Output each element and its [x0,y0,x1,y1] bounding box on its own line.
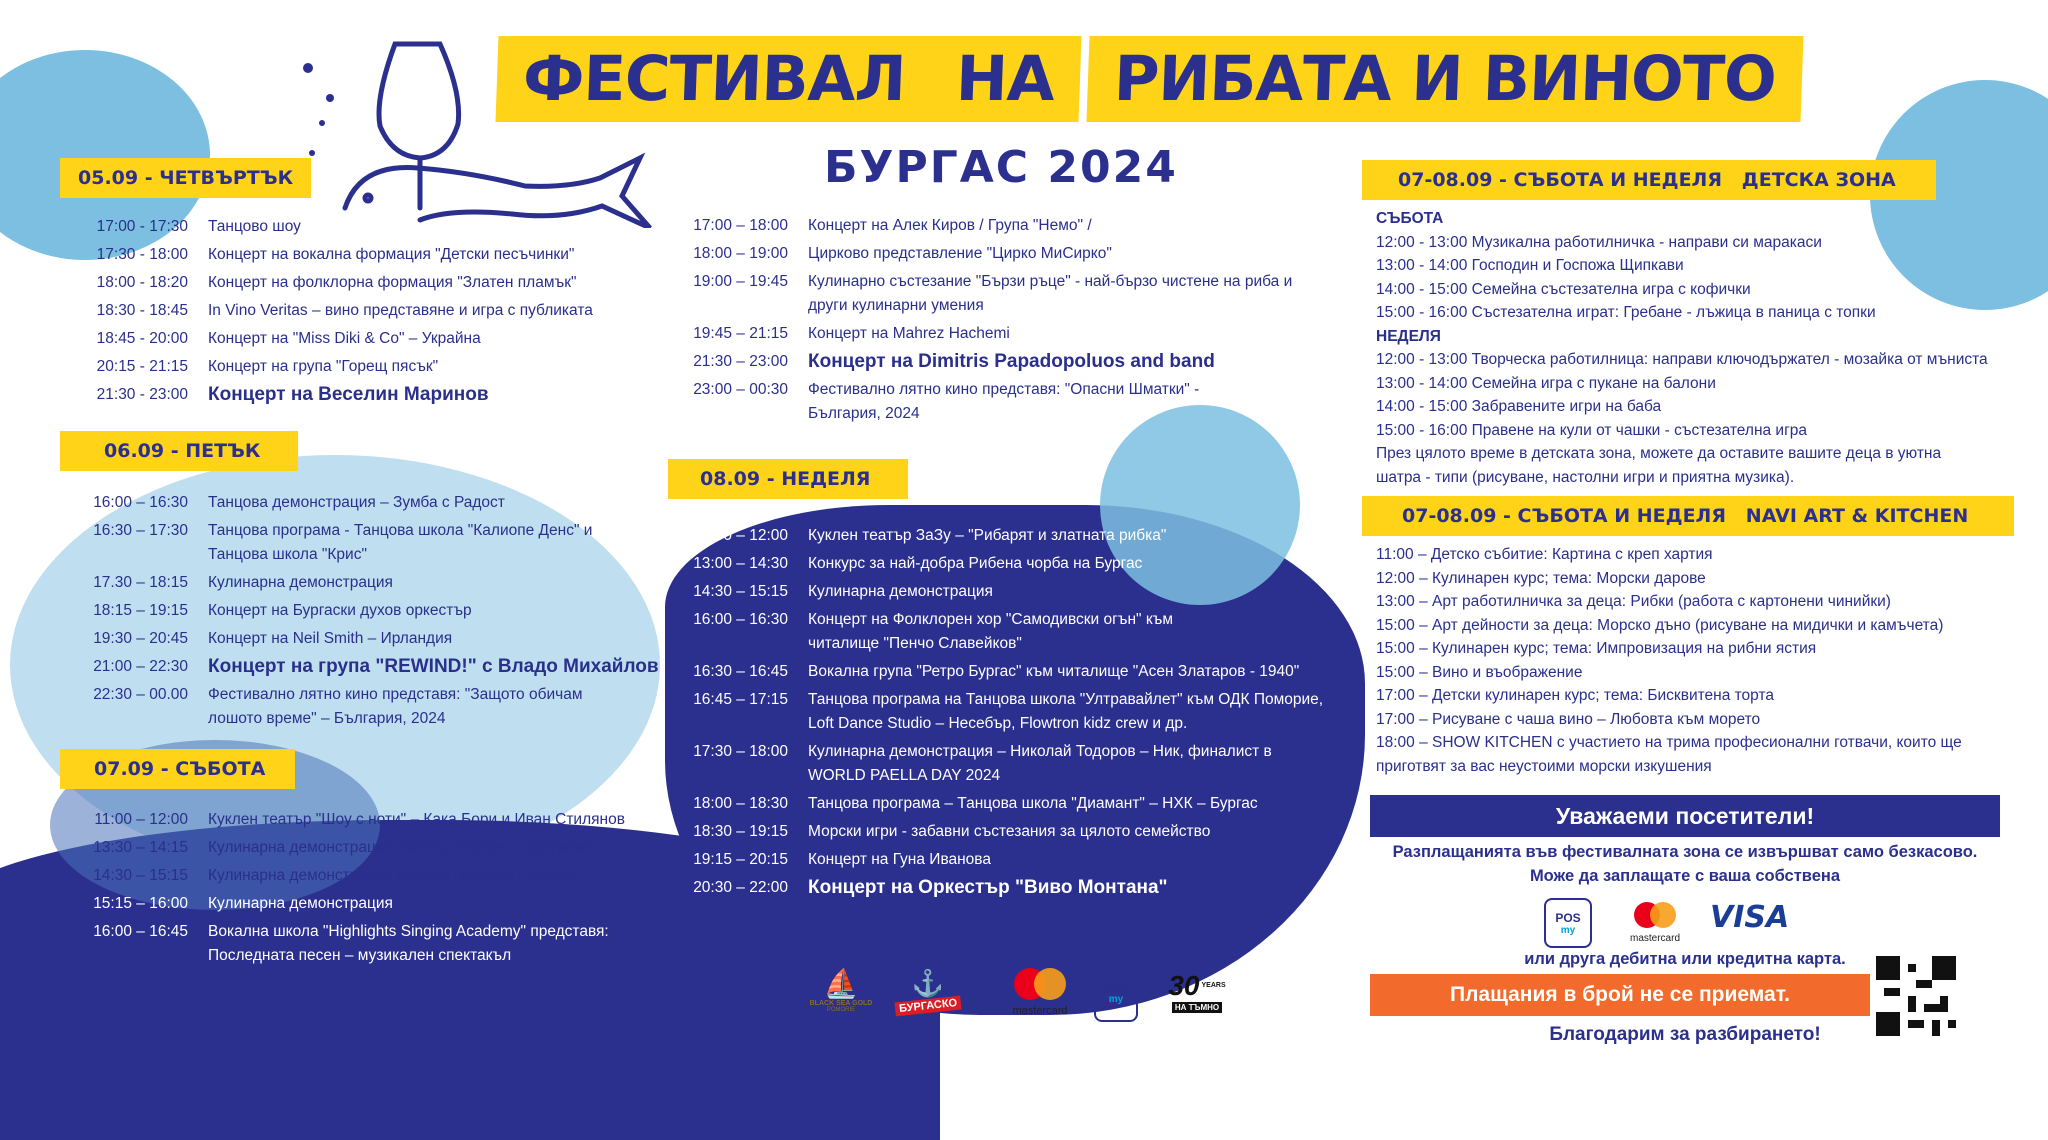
day-header-thursday: 05.09 - ЧЕТВЪРТЪК [60,158,311,198]
payment-line-1: Разплащанията във фестивалната зона се извършват само безкасово. [1392,843,1978,861]
schedule-row: 11:00 – 12:00 Куклен театър "Шоу с ноти" – Кака Бори и Иван Стилянов [94,811,625,828]
title-word-festival: ФЕСТИВАЛ [495,36,932,122]
schedule-row: 14:30 – 15:15 Кулинарна демонстрация [693,583,993,600]
visa-logo: VISA [1710,900,1790,935]
pos-sponsor-sub: my [1108,993,1124,1005]
na-tamno-logo [1160,964,1234,1018]
pos-logo-text: POS [1555,910,1581,925]
mastercard-sponsor-label: mastercard [1012,1004,1068,1017]
schedule-row: 16:30 – 16:45 Вокална група "Ретро Бургас" към читалище "Асен Златаров - 1940" [693,663,1300,680]
black-sea-gold-sub: POMORIE [826,1007,856,1013]
title-word-na: НА [928,36,1081,122]
schedule-row: 19:45 – 21:15 Концерт на Mahrez Hachemi [693,325,1010,342]
schedule-row: 18:00 – 18:30 Танцова програма – Танцова школа "Диамант" – НХК – Бургас [693,795,1258,812]
list-item: 14:00 - 15:00 Семейна състезателна игра с кофички [1376,280,1751,298]
schedule-row: 17:30 – 18:00 Кулинарна демонстрация – Николай Тодоров – Ник, финалист в WORLD PAELLA DAY 2024 [693,743,1272,784]
schedule-row: 21:30 - 23:00 Концерт на Веселин Маринов [96,384,489,405]
schedule-row: 17:00 - 17:30 Танцово шоу [96,218,301,235]
schedule-row: 16:30 – 17:30 Танцова програма - Танцова школа "Калиопе Денс" и Танцова школа "Крис" [93,522,593,563]
schedule-row: 15:15 – 16:00 Кулинарна демонстрация [93,895,393,912]
schedule-friday [93,489,660,733]
list-item: 13:00 - 14:00 Семейна игра с пукане на балони [1376,374,1716,392]
schedule-row: 18:15 – 19:15 Концерт на Бургаски духов оркестър [93,602,472,619]
black-sea-gold-label: BLACK SEA GOLD [809,1000,873,1007]
mastercard-logo [1622,895,1688,951]
mastercard-sponsor-logo [1002,964,1078,1020]
schedule-row: 23:00 – 00:30 Фестивално лятно кино представя: "Опасни Шматки" - България, 2024 [693,381,1200,422]
mastercard-label: mastercard [1629,933,1680,944]
schedule-row: 16:00 – 16:30 Танцова демонстрация – Зумба с Радост [93,494,505,511]
list-item: 15:00 - 16:00 Правене на кули от чашки - състезателна игра [1376,421,1807,439]
payment-notice-heading: Уважаеми посетители! [1370,795,2000,837]
schedule-thursday-continued [693,212,1320,428]
list-item: 11:00 – Детско събитие: Картина с креп хартия [1376,546,1713,563]
schedule-thursday [96,213,660,409]
day-header-kids-zone: 07-08.09 - СЪБОТА И НЕДЕЛЯ ДЕТСКА ЗОНА [1362,160,1936,200]
pos-logo-sub: my [1560,924,1576,936]
schedule-row: 18:00 – 19:00 Цирково представление "Цирко МиСирко" [693,245,1112,262]
kids-zone-note: През цялото време в детската зона, можете да оставите вашите деца в уютна шатра - типи (рисуване, настолни игри и приятна музика). [1376,445,1942,486]
na-tamno-label: НА ТЪМНО [1172,1002,1222,1013]
subtitle: БУРГАС 2024 [824,142,1178,193]
list-item: 13:00 – Арт работилничка за деца: Рибки (работа с картонени чинийки) [1376,593,1891,610]
kids-zone-schedule [1376,207,2016,489]
schedule-row: 18:00 - 18:20 Концерт на фолклорна формация "Златен пламък" [96,274,577,291]
schedule-row: 13:00 – 14:30 Конкурс за най-добра Рибена чорба на Бургас [693,555,1143,572]
pos-sponsor-text: POS [1103,979,1129,994]
day-header-friday: 06.09 - ПЕТЪК [60,431,298,471]
day-header-navi-kitchen: 07-08.09 - СЪБОТА И НЕДЕЛЯ NAVI ART & KITCHEN [1362,496,2014,536]
day-header-saturday: 07.09 - СЪБОТА [60,749,295,789]
na-tamno-number: 30 [1168,969,1200,1001]
schedule-row: 16:00 – 16:30 Концерт на Фолклорен хор "Самодивски огън" към читалище "Пенчо Славейков" [693,611,1173,652]
qr-code-icon [1876,956,1956,1036]
payment-line-3: или друга дебитна или кредитна карта. [1524,950,1846,968]
schedule-row: 14:30 – 15:15 Кулинарна демонстрация Mahrez Hachemi – Алжир [93,867,579,884]
schedule-row: 11:00 – 12:00 Куклен театър ЗаЗу – "Рибарят и златната рибка" [694,527,1167,544]
schedule-row: 19:15 – 20:15 Концерт на Гуна Иванова [693,851,991,868]
kids-zone-sunday-heading: НЕДЕЛЯ [1376,327,1441,345]
schedule-row: 20:15 - 21:15 Концерт на група "Горещ пясък" [96,358,439,375]
day-header-sunday: 08.09 - НЕДЕЛЯ [668,459,908,499]
schedule-row: 22:30 – 00.00 Фестивално лятно кино представя: "Защото обичам лошото време" – България, 2024 [93,686,583,727]
kids-zone-saturday-heading: СЪБОТА [1376,210,1444,227]
list-item: 15:00 – Арт дейности за деца: Морско дъно (рисуване на мидички и камъчета) [1376,616,1944,634]
na-tamno-years: YEARS [1201,982,1226,989]
schedule-row: 19:00 – 19:45 Кулинарно състезание "Бързи ръце" - най-бързо чистене на риба и други кулинарни умения [693,273,1293,314]
schedule-row: 19:30 – 20:45 Концерт на Neil Smith – Ирландия [93,630,453,647]
list-item: 15:00 - 16:00 Състезателна играт: Гребане - лъжица в паница с топки [1376,304,1876,321]
schedule-row: 21:00 – 22:30 Концерт на група "REWIND!" с Владо Михайлов [93,656,659,677]
schedule-row: 17.30 – 18:15 Кулинарна демонстрация [93,574,393,591]
schedule-row: 21:30 – 23:00 Концерт на Dimitris Papadopoluos and band [693,351,1215,372]
payment-line-2: Може да заплащате с ваша собствена [1529,867,1841,885]
schedule-row: 17:30 - 18:00 Концерт на вокална формация "Детски песъчинки" [96,246,575,263]
title-word-fish-wine: РИБАТА И ВИНОТО [1086,36,1803,122]
pos-sponsor-logo [1094,962,1138,1022]
no-cash-banner: Плащания в брой не се приемат. [1370,974,1870,1016]
navi-kitchen-schedule [1376,543,2006,778]
schedule-row: 18:30 - 18:45 In Vino Veritas – вино представяне и игра с публиката [96,302,593,319]
list-item: 13:00 - 14:00 Господин и Госпожа Щипкави [1376,257,1684,274]
list-item: 17:00 – Детски кулинарен курс; тема: Бисквитена торта [1376,687,1775,704]
schedule-row: 20:30 – 22:00 Концерт на Оркестър "Виво Монтана" [693,877,1168,898]
burgasko-label: БУРГАСКО [894,995,961,1016]
list-item: 12:00 - 13:00 Музикална работилничка - направи си маракаси [1376,233,1822,251]
schedule-row: 13:30 – 14:15 Кулинарна демонстрация Stormy Chantre – Колумбия [93,839,594,856]
schedule-row: 16:00 – 16:45 Вокална школа "Highlights Singing Academy" представя: Последната песен – музикален спектакъл [93,923,609,964]
schedule-sunday [693,522,1324,902]
thanks-text: Благодарим за разбирането! [1549,1024,1821,1045]
schedule-row: 18:45 - 20:00 Концерт на "Miss Diki & Co" – Украйна [96,330,481,347]
burgasko-logo: ⚓ БУРГАСКО [890,960,966,1020]
list-item: 17:00 – Рисуване с чаша вино – Любовта към морето [1376,710,1761,728]
schedule-row: 18:30 – 19:15 Морски игри - забавни състезания за цялото семейство [693,823,1211,840]
list-item: 12:00 - 13:00 Творческа работилница: направи ключодържател - мозайка от мъниста [1376,351,1988,368]
schedule-row: 16:45 – 17:15 Танцова програма на Танцова школа "Ултравайлет" към ОДК Поморие, Loft Dance Studio – Несебър, Flowtron kidz crew и др. [693,691,1324,732]
schedule-saturday [93,806,660,970]
pos-logo [1544,898,1592,948]
schedule-row: 17:00 – 18:00 Концерт на Алек Киров / Група "Немо" / [693,217,1092,234]
list-item: 15:00 – Вино и въображение [1376,663,1583,681]
list-item: 14:00 - 15:00 Забравените игри на баба [1376,398,1662,415]
list-item: 12:00 – Кулинарен курс; тема: Морски дарове [1376,569,1706,587]
list-item: 18:00 – SHOW KITCHEN с участието на трима професионални готвачи, които ще приготвят за вас неустоими морски изкушения [1376,734,1962,775]
black-sea-gold-logo: ⛵ BLACK SEA GOLD POMORIE [809,968,873,1013]
list-item: 15:00 – Кулинарен курс; тема: Импровизация на рибни ястия [1376,640,1817,657]
